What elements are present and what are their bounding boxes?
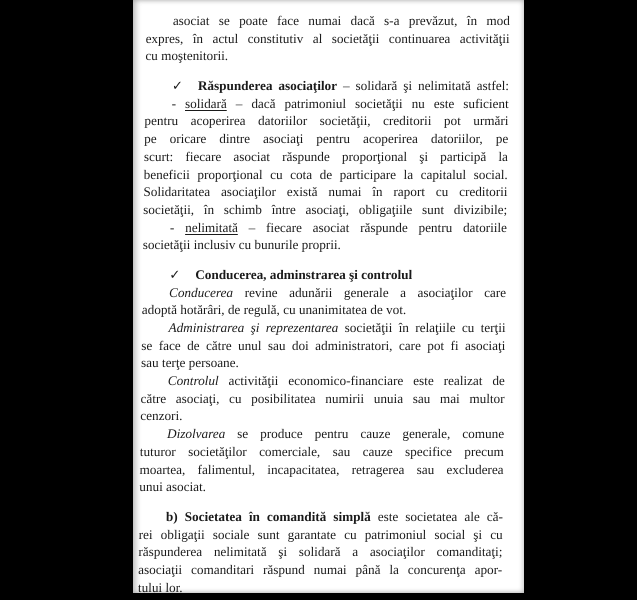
text-segment: – fiecare asociat răspunde pentru datoriile: [237, 219, 508, 235]
text-line: [146, 30, 510, 48]
text-line: [142, 284, 506, 302]
text-line: [140, 390, 504, 408]
text-segment: beneficii proporţional cu cota de participare la capitalul social.: [143, 166, 508, 182]
text-segment: expres, în actul constitutiv al societăţii continuarea activităţii: [145, 30, 510, 46]
text-segment: asociat se poate face numai dacă s-a prevăzut, în mod: [172, 13, 510, 28]
text-segment: tuturor societăţilor comerciale, sau cauze specifice precum: [139, 443, 504, 459]
item-nelimitata: [143, 219, 507, 254]
text-line: [144, 148, 508, 166]
text-segment: se face de către unul sau doi administratori, care pot fi asociaţi: [141, 337, 506, 353]
text-line: [146, 12, 510, 30]
text-line: [141, 337, 505, 355]
checkmark-icon: ✓: [171, 78, 184, 94]
text-segment: rei obligaţii sociale sunt garantate cu patrimoniul social şi cu: [138, 526, 503, 542]
bullet-raspunderea-asociatilor: [145, 77, 509, 95]
text-segment: b) Societatea în comandită simplă: [165, 508, 371, 524]
text-line: [138, 579, 502, 597]
text-segment: societăţii inclusiv cu bunurile proprii.: [142, 237, 341, 253]
text-line: [145, 95, 509, 113]
text-segment: Administrarea şi reprezentarea: [168, 320, 339, 335]
text-line: [143, 236, 507, 254]
text-line: [144, 130, 508, 148]
text-line: [141, 372, 505, 390]
text-segment: revine adunării generale a asociaţilor care: [232, 284, 507, 300]
text-line: [141, 354, 505, 372]
text-line: [142, 301, 506, 319]
text-segment: pe oricare dintre asociaţi pentru acoperirea datoriilor, pe: [144, 131, 509, 147]
text-segment: cenzori.: [140, 408, 183, 424]
text-segment: Controlul: [167, 373, 219, 389]
para-societatea-in-comandita-simpla: [138, 508, 503, 596]
text-line: [139, 461, 503, 479]
text-line: [143, 201, 507, 219]
paragraph-intro: [145, 12, 510, 65]
text-line: [145, 47, 509, 65]
para-conducerea: [142, 284, 506, 319]
text-segment: societăţii în relaţiile cu terţii: [338, 320, 506, 335]
bullet-conducerea-administrarea-controlul: [142, 266, 506, 284]
text-line: [144, 166, 508, 184]
item-solidara: [143, 95, 509, 219]
text-line: [141, 319, 505, 337]
para-dizolvarea: [139, 425, 504, 496]
text-line: [143, 219, 507, 237]
text-segment: activităţii economico-financiare este realizat de: [218, 373, 505, 389]
text-segment: Răspunderea asociaţilor: [197, 78, 338, 94]
text-segment: -: [169, 219, 186, 235]
text-segment: către asociaţi, cu posibilitatea numirii unuia sau mai multor: [140, 390, 505, 406]
text-segment: tului lor.: [137, 579, 183, 595]
text-segment: Dizolvarea: [167, 426, 226, 442]
text-segment: -: [171, 95, 186, 111]
text-segment: – dacă patrimoniul societăţii nu este suficient: [226, 95, 509, 111]
page-paper: [133, 0, 524, 593]
text-line: [140, 443, 504, 461]
para-controlul: [140, 372, 505, 425]
text-line: [143, 183, 507, 201]
text-segment: adoptă hotărâri, de regulă, cu unanimitatea de vot.: [141, 302, 407, 318]
text-line: [139, 508, 503, 526]
text-line: [140, 425, 504, 443]
text-line: [138, 561, 502, 579]
text-segment: unui asociat.: [139, 479, 207, 495]
text-line: [142, 266, 506, 284]
text-segment: nelimitată: [185, 219, 239, 235]
text-segment: societăţii, în schimb între asociaţi, obligaţiile sunt divizibile;: [143, 201, 508, 217]
text-segment: asociaţii comanditari răspund numai până la concurenţa apor-: [138, 561, 503, 577]
text-segment: solidară: [184, 95, 227, 111]
text-segment: pentru acoperirea datoriilor societăţii, creditorii pot urmări: [144, 113, 509, 129]
text-line: [138, 543, 502, 561]
text-segment: Conducerea: [168, 284, 234, 300]
text-line: [145, 77, 509, 95]
checkmark-icon: ✓: [169, 266, 181, 282]
text-line: [140, 407, 504, 425]
text-segment: răspunderea nelimitată şi solidară a asociaţilor comanditaţi;: [138, 544, 503, 560]
text-line: [139, 526, 503, 544]
text-segment: – solidară şi nelimitată astfel:: [336, 78, 510, 94]
text-line: [144, 112, 508, 130]
para-administrarea: [141, 319, 506, 372]
text-segment: moartea, falimentul, incapacitatea, retragerea sau excluderea: [139, 461, 504, 477]
text-segment: Conducerea, adminstrarea şi controlul: [195, 266, 413, 282]
text-segment: cu moştenitorii.: [145, 48, 229, 64]
text-line: [139, 478, 503, 496]
text-segment: Solidaritatea asociaţilor există numai în raport cu creditorii: [143, 184, 508, 200]
text-segment: este societatea ale că-: [370, 508, 504, 524]
text-segment: se produce pentru cauze generale, comune: [225, 426, 505, 442]
text-segment: sau terţe persoane.: [140, 355, 239, 371]
text-segment: scurt: fiecare asociat răspunde proporţional şi participă la: [143, 148, 509, 164]
page-text-block: [138, 12, 510, 596]
